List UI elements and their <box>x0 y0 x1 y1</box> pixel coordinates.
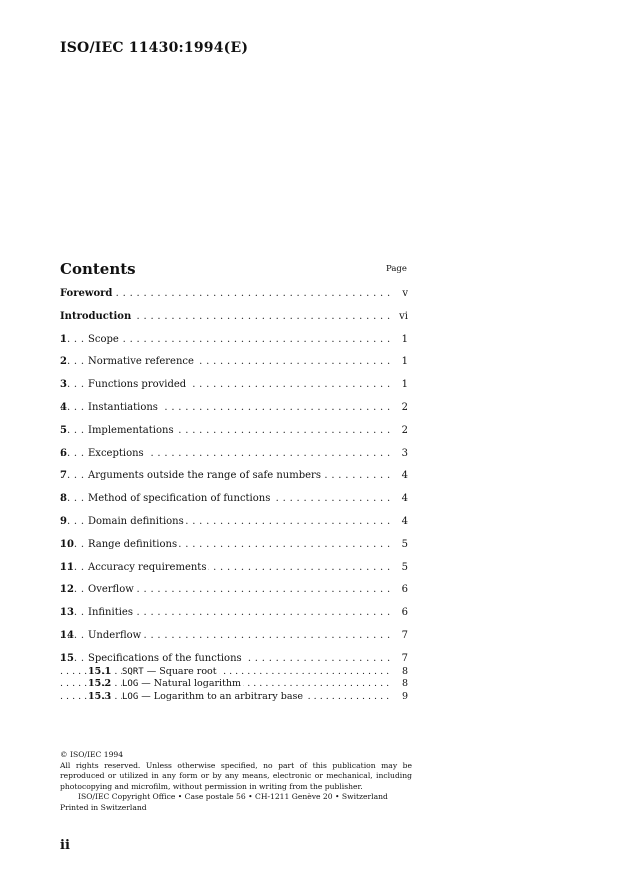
copyright-line: © ISO/IEC 1994 <box>60 750 124 759</box>
toc-entry-title: Accuracy requirements <box>88 561 207 573</box>
toc-entry-number: 5 <box>60 424 67 436</box>
toc-entry[interactable] <box>60 355 410 368</box>
toc-entry-title: Instantiations <box>88 401 158 413</box>
toc-entry[interactable] <box>60 561 410 574</box>
toc-entry-number: 2 <box>60 356 67 368</box>
toc-entry-page: 6 <box>401 607 408 619</box>
toc-entry-number: 7 <box>60 470 67 482</box>
toc-entry[interactable] <box>60 538 410 551</box>
toc-entry-number: 4 <box>60 401 67 413</box>
toc-entry-page: 2 <box>401 401 408 413</box>
toc-subentry[interactable] <box>60 678 410 690</box>
toc-subentry-number: 15.3 <box>88 690 112 702</box>
toc-entry-title: Foreword <box>60 288 113 299</box>
toc-subentry[interactable] <box>60 691 410 703</box>
toc-entry[interactable] <box>60 287 410 300</box>
toc-entry[interactable] <box>60 606 410 619</box>
toc-entry-title: Functions provided <box>88 379 187 391</box>
toc-subentry[interactable] <box>60 666 410 678</box>
toc-subentry-number: 15.2 <box>88 678 112 690</box>
toc-entry-page: 6 <box>401 584 408 596</box>
toc-entry-page: 5 <box>401 538 408 550</box>
toc-entry[interactable] <box>60 378 410 391</box>
toc-entry[interactable] <box>60 310 410 323</box>
rights-line: reproduced or utilized in any form or by any means, electronic or mechanical, including <box>60 771 412 781</box>
toc-entry-title: Scope <box>88 333 119 345</box>
toc-entry-title: Range definitions <box>88 538 178 550</box>
toc-entry-title: Implementations <box>88 424 174 436</box>
page-number: ii <box>60 838 70 853</box>
toc-entry-page: 7 <box>401 629 408 641</box>
toc-entry[interactable] <box>60 401 410 414</box>
toc-entry-title: Specifications of the functions <box>88 652 242 664</box>
toc-entry-page: 1 <box>401 356 408 368</box>
toc-entry-title: Exceptions <box>88 447 144 459</box>
toc-entry-title: Infinities <box>88 607 133 619</box>
toc-entry-page: 4 <box>401 470 408 482</box>
page-column-label: Page <box>386 264 407 274</box>
toc-subentry-title <box>122 691 305 703</box>
toc-entry[interactable] <box>60 424 410 437</box>
toc-entry-page: 7 <box>401 652 408 664</box>
toc-entry[interactable] <box>60 492 410 505</box>
function-code: LOG <box>122 691 139 702</box>
function-code: SQRT <box>122 666 144 677</box>
toc-entry-number: 6 <box>60 447 67 459</box>
function-description: — Logarithm to an arbitrary base <box>138 690 303 702</box>
toc-entry-page: 1 <box>401 333 408 345</box>
toc-entry[interactable] <box>60 469 410 482</box>
toc-entry[interactable] <box>60 447 410 460</box>
toc-entry-number: 11 <box>60 561 74 573</box>
function-code: LOG <box>122 679 139 690</box>
copyright-office-line: ISO/IEC Copyright Office • Case postale 56 • CH-1211 Genève 20 • Switzerland <box>78 792 388 802</box>
toc-entry-title: Domain definitions <box>88 515 184 527</box>
toc-entry-number: 8 <box>60 493 67 505</box>
toc-entry-number: 1 <box>60 333 67 345</box>
toc-entry[interactable] <box>60 629 410 642</box>
toc-entry-number: 3 <box>60 379 67 391</box>
printed-in-line: Printed in Switzerland <box>60 802 147 812</box>
toc-entry-page: 4 <box>401 515 408 527</box>
toc-entry-title: Normative reference <box>88 356 194 368</box>
toc-entry[interactable] <box>60 515 410 528</box>
function-description: — Natural logarithm <box>138 678 242 690</box>
toc-subentry-page: 9 <box>401 690 408 702</box>
contents-heading: Contents <box>60 260 136 278</box>
toc-entry-number: 10 <box>60 538 74 550</box>
toc-entry-page: 5 <box>401 561 408 573</box>
toc-entry-number: 12 <box>60 584 74 596</box>
toc-subentry-title <box>122 678 243 690</box>
toc-entry-title: Overflow <box>88 584 134 596</box>
toc-entry-number: 9 <box>60 515 67 527</box>
toc-subentry-number: 15.1 <box>88 665 112 677</box>
toc-entry-title: Method of specification of functions <box>88 493 271 505</box>
toc-entry-page: 4 <box>401 493 408 505</box>
toc-entry-title: Introduction <box>60 310 132 322</box>
toc-entry-page: v <box>402 288 408 299</box>
toc-subentry-title <box>122 666 219 678</box>
toc-entry[interactable] <box>60 333 410 346</box>
toc-entry[interactable] <box>60 652 410 665</box>
toc-entry-page: vi <box>399 310 408 322</box>
rights-line: photocopying and microfilm, without permission in writing from the publisher. <box>60 781 363 791</box>
rights-line: All rights reserved. Unless otherwise specified, no part of this publication may be <box>60 760 412 770</box>
copyright-notice <box>60 750 412 814</box>
table-of-contents <box>60 287 410 703</box>
toc-entry-page: 2 <box>401 424 408 436</box>
toc-entry-number: 13 <box>60 607 74 619</box>
toc-entry-number: 14 <box>60 629 74 641</box>
toc-entry-page: 3 <box>401 447 408 459</box>
document-header: ISO/IEC 11430:1994(E) <box>60 40 249 56</box>
toc-entry-page: 1 <box>401 379 408 391</box>
toc-entry[interactable] <box>60 583 410 596</box>
toc-entry-number: 15 <box>60 652 74 664</box>
toc-entry-title: Arguments outside the range of safe numbers <box>88 470 321 482</box>
toc-subentry-page: 8 <box>401 665 408 677</box>
function-description: — Square root <box>143 665 217 677</box>
toc-entry-title: Underflow <box>88 629 142 641</box>
toc-subentry-page: 8 <box>401 678 408 690</box>
